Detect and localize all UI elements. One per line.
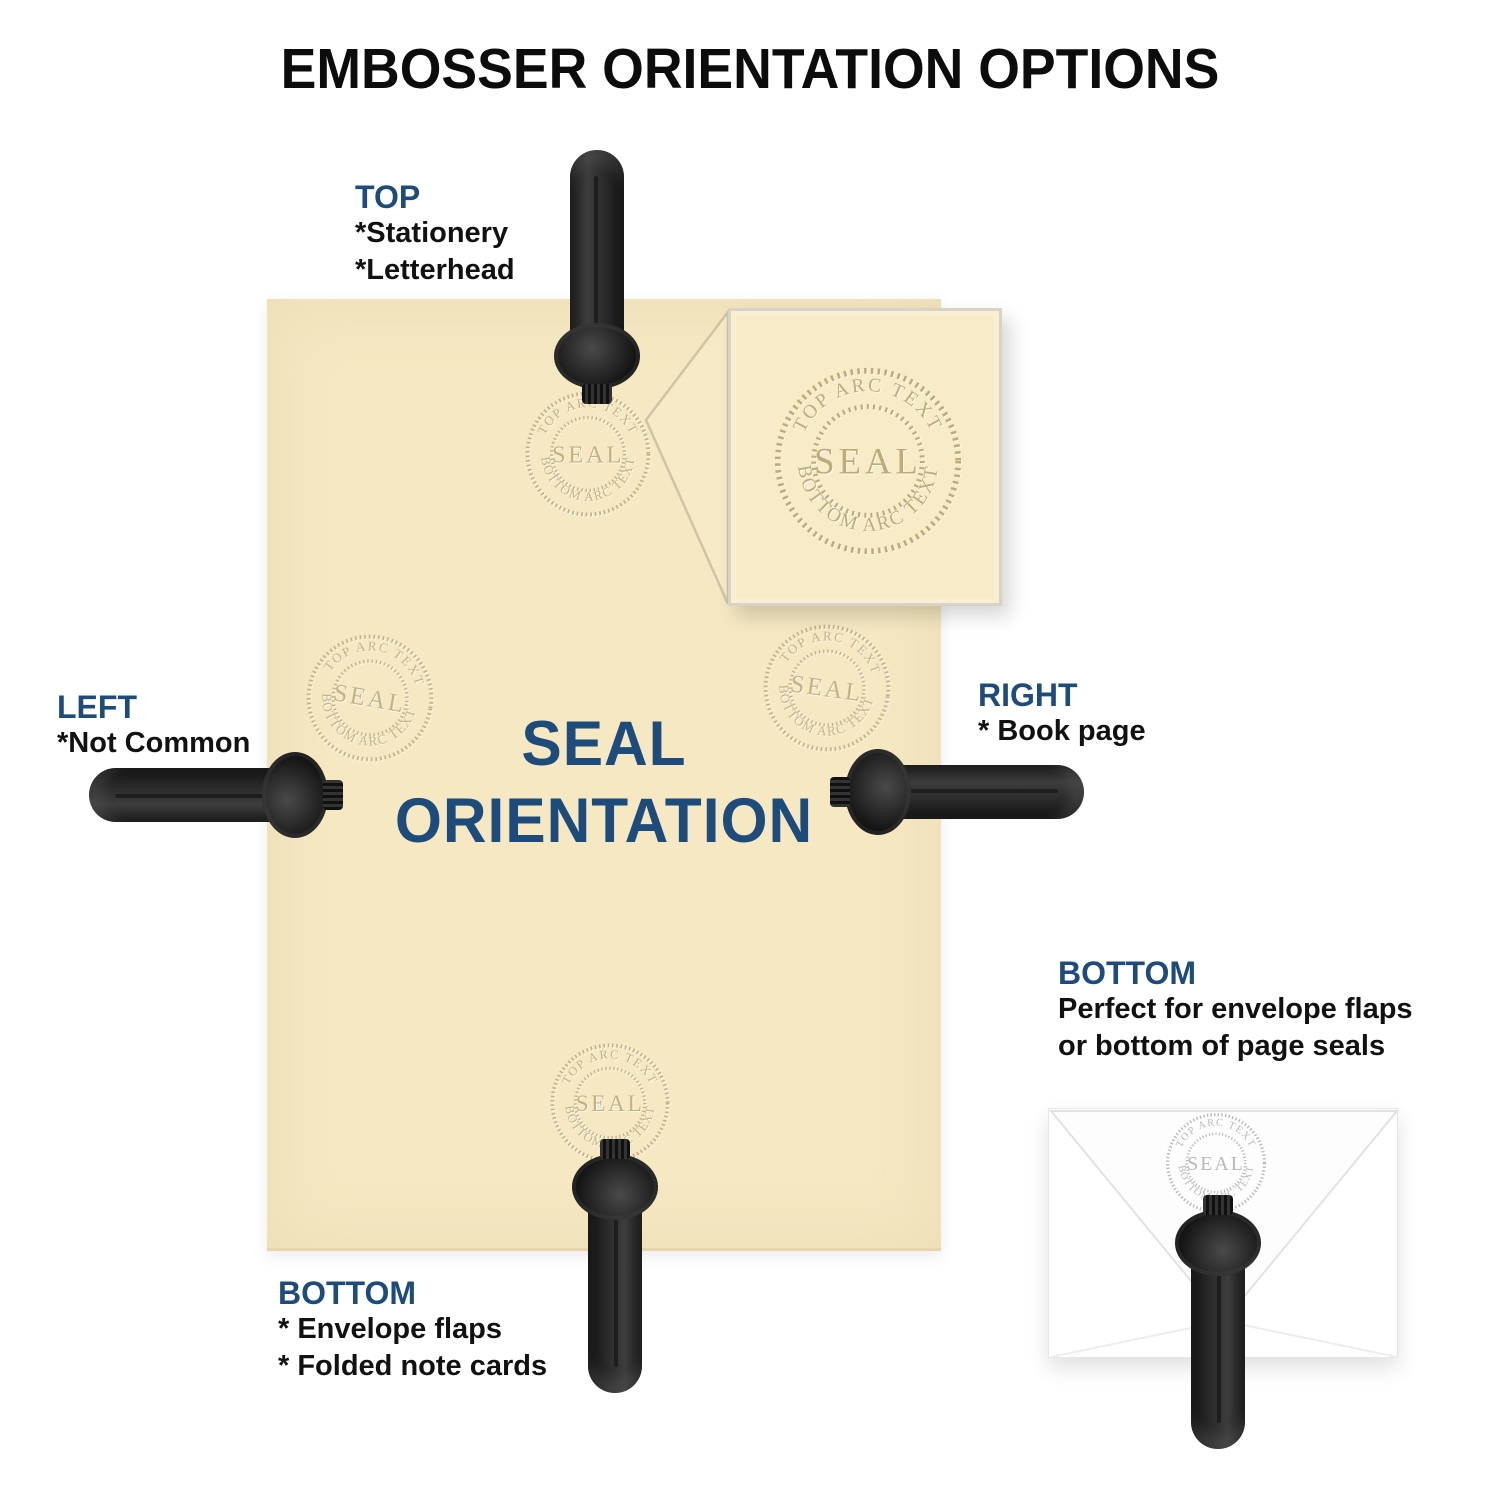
- embosser-neck: [323, 780, 343, 810]
- label-left: [57, 690, 250, 762]
- seal-impression-enlarged: [771, 364, 965, 558]
- embosser-handle: [1191, 1254, 1245, 1449]
- label-bottom-right-line: or bottom of page seals: [1058, 1030, 1386, 1063]
- embosser-base: [554, 323, 640, 389]
- embosser-neck: [582, 384, 612, 404]
- embosser-base: [262, 752, 328, 838]
- seal-impression-top: [523, 389, 653, 519]
- label-top-item: *Letterhead: [355, 254, 515, 287]
- label-right-header: RIGHT: [978, 677, 1078, 713]
- embosser-handle: [588, 1198, 642, 1393]
- label-bottom-right: [1058, 956, 1413, 1065]
- label-bottom-right-header: BOTTOM: [1058, 955, 1197, 991]
- embosser-base: [845, 749, 911, 835]
- embosser-bottom: [560, 1139, 670, 1413]
- label-bottom: [278, 1276, 547, 1385]
- embosser-neck: [1203, 1195, 1233, 1215]
- label-bottom-item: * Envelope flaps: [278, 1313, 503, 1346]
- heading-line-2: ORIENTATION: [394, 785, 814, 856]
- embosser-base: [1175, 1210, 1261, 1276]
- label-top-item: *Stationery: [355, 217, 509, 250]
- seal-zoom-inset: [728, 308, 1002, 606]
- label-bottom-header: BOTTOM: [278, 1275, 417, 1311]
- label-right-item: * Book page: [978, 715, 1146, 748]
- embosser-neck: [600, 1139, 630, 1159]
- embosser-handle: [889, 765, 1084, 819]
- embosser-neck: [830, 777, 850, 807]
- label-left-item: *Not Common: [57, 727, 251, 760]
- page-title: EMBOSSER ORIENTATION OPTIONS: [280, 37, 1220, 101]
- label-top: [355, 180, 515, 289]
- embosser-handle: [570, 150, 624, 345]
- embosser-base: [572, 1154, 658, 1220]
- label-bottom-item: * Folded note cards: [278, 1350, 548, 1383]
- embosser-envelope: [1163, 1195, 1273, 1469]
- embosser-right: [830, 737, 1104, 847]
- label-left-header: LEFT: [57, 689, 137, 725]
- embosser-top: [542, 130, 652, 404]
- embosser-handle: [89, 768, 284, 822]
- heading-line-1: SEAL: [521, 709, 687, 779]
- label-right: [978, 678, 1146, 750]
- label-bottom-right-line: Perfect for envelope flaps: [1058, 993, 1413, 1026]
- label-top-header: TOP: [355, 179, 421, 215]
